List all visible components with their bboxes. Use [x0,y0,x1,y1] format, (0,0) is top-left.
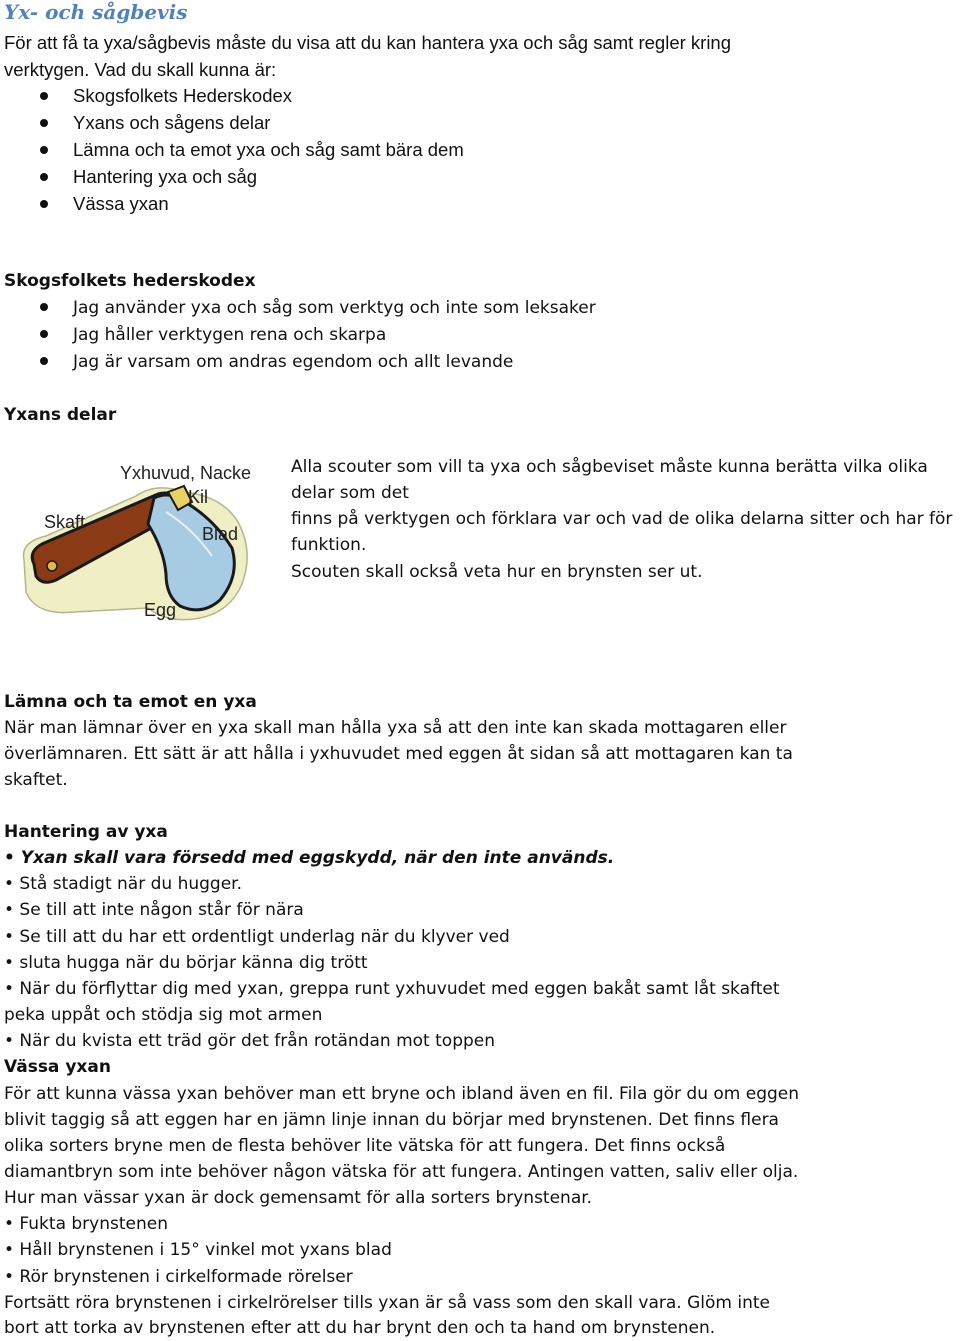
section-heading-vassa: Vässa yxan [4,1057,111,1077]
list-item: Yxans och sågens delar [73,112,271,133]
paragraph-line: skaftet. [4,770,68,790]
list-item: Lämna och ta emot yxa och såg samt bära dem [73,139,464,160]
section-heading-hantering: Hantering av yxa [4,822,168,842]
bullet-icon [40,330,48,338]
list-item: • Håll brynstenen i 15° vinkel mot yxans blad [4,1240,392,1260]
paragraph-line: Scouten skall också veta hur en brynsten ser ut. [291,562,703,582]
paragraph-line: överlämnaren. Ett sätt är att hålla i yxhuvudet med eggen åt sidan så att mottagaren kan ta [4,744,793,764]
axe-label-blad: Blad [202,524,239,544]
paragraph-line: När man lämnar över en yxa skall man hålla yxa så att den inte kan skada mottagaren eller [4,718,787,738]
axe-parts-illustration [16,452,268,630]
section-heading-hederskodex: Skogsfolkets hederskodex [4,271,256,291]
bullet-icon [40,357,48,365]
paragraph-line: finns på verktygen och förklara var och vad de olika delarna sitter och har för [291,509,953,529]
list-item: Skogsfolkets Hederskodex [73,85,293,106]
bullet-icon [40,146,48,154]
list-item: • När du kvista ett träd gör det från rotändan mot toppen [4,1031,496,1051]
list-item: peka uppåt och stödja sig mot armen [4,1005,323,1025]
list-item: Jag håller verktygen rena och skarpa [73,325,387,345]
list-item: • När du förflyttar dig med yxan, greppa runt yxhuvudet med eggen bakåt samt låt skaftet [4,979,780,999]
list-item: • Yxan skall vara försedd med eggskydd, när den inte används. [4,848,615,868]
list-item: • Rör brynstenen i cirkelformade rörelser [4,1267,353,1287]
list-item: • Stå stadigt när du hugger. [4,874,242,894]
page-title: Yx- och sågbevis [4,0,188,24]
axe-label-top: Yxhuvud, Nacke [120,463,252,483]
intro-line-1: För att få ta yxa/sågbevis måste du visa att du kan hantera yxa och såg samt regler kring [4,32,732,53]
list-item: Vässa yxan [73,193,169,214]
list-item: Jag är varsam om andras egendom och allt levande [73,352,514,372]
bullet-icon [40,119,48,127]
axe-label-egg: Egg [144,600,177,620]
list-item: Jag använder yxa och såg som verktyg och inte som leksaker [73,298,596,318]
bullet-icon [40,173,48,181]
paragraph-line: olika sorters bryne men de flesta behöver lite vätska för att fungera. Det finns också [4,1136,726,1156]
section-heading-yxans-delar: Yxans delar [4,405,117,425]
list-item: Hantering yxa och såg [73,166,258,187]
list-item: • Fukta brynstenen [4,1214,168,1234]
list-item: • Se till att du har ett ordentligt underlag när du klyver ved [4,927,510,947]
paragraph-line: Alla scouter som vill ta yxa och sågbeviset måste kunna berätta vilka olika [291,457,928,477]
paragraph-line: Hur man vässar yxan är dock gemensamt för alla sorters brynstenar. [4,1188,593,1208]
paragraph-line: För att kunna vässa yxan behöver man ett bryne och ibland även en fil. Fila gör du om eggen [4,1084,800,1104]
paragraph-line: bort att torka av brynstenen efter att du har brynt den och ta hand om brynstenen. [4,1318,716,1338]
paragraph-line: blivit taggig så att eggen har en jämn linje innan du börjar med brynstenen. Det finns flera [4,1110,779,1130]
paragraph-line: Fortsätt röra brynstenen i cirkelrörelser tills yxan är så vass som den skall vara. Glöm inte [4,1293,770,1313]
intro-line-2: verktygen. Vad du skall kunna är: [4,59,277,80]
bullet-icon [40,200,48,208]
paragraph-line: diamantbryn som inte behöver någon vätska för att fungera. Antingen vatten, saliv eller olja. [4,1162,799,1182]
list-item: • sluta hugga när du börjar känna dig trött [4,953,368,973]
bullet-icon [40,92,48,100]
paragraph-line: funktion. [291,535,367,555]
paragraph-line: delar som det [291,483,409,503]
bullet-icon [40,303,48,311]
axe-label-kil: Kil [188,487,209,507]
list-item: • Se till att inte någon står för nära [4,900,304,920]
section-heading-lamna: Lämna och ta emot en yxa [4,692,257,712]
axe-label-skaft: Skaft [44,512,86,532]
